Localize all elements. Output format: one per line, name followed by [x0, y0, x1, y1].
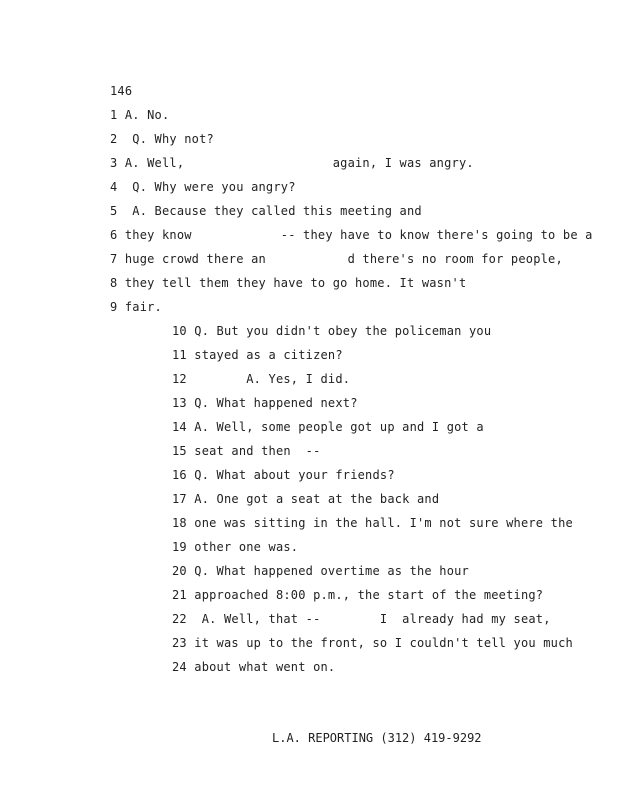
transcript-line: 17 A. One got a seat at the back and	[172, 492, 440, 506]
transcript-line: 22 A. Well, that -- I already had my seat,	[172, 612, 551, 626]
transcript-line: 8 they tell them they have to go home. It wasn't	[110, 276, 467, 290]
transcript-line: 14 A. Well, some people got up and I got a	[172, 420, 484, 434]
transcript-line: 18 one was sitting in the hall. I'm not sure where the	[172, 516, 573, 530]
transcript-line: 16 Q. What about your friends?	[172, 468, 395, 482]
transcript-line: 19 other one was.	[172, 540, 299, 554]
transcript-line: 23 it was up to the front, so I couldn't tell you much	[172, 636, 573, 650]
transcript-line: 21 approached 8:00 p.m., the start of the meeting?	[172, 588, 544, 602]
page-number: 146	[110, 84, 133, 98]
transcript-line: 13 Q. What happened next?	[172, 396, 358, 410]
transcript-line: 6 they know -- they have to know there's going to be a	[110, 228, 593, 242]
transcript-line: 2 Q. Why not?	[110, 132, 214, 146]
transcript-line: 11 stayed as a citizen?	[172, 348, 343, 362]
transcript-line: 15 seat and then --	[172, 444, 321, 458]
transcript-line: 1 A. No.	[110, 108, 170, 122]
transcript-line: 5 A. Because they called this meeting and	[110, 204, 422, 218]
transcript-line: 3 A. Well, again, I was angry.	[110, 156, 474, 170]
transcript-line: 9 fair.	[110, 300, 162, 314]
transcript-line: 10 Q. But you didn't obey the policeman you	[172, 324, 492, 338]
transcript-line: 12 A. Yes, I did.	[172, 372, 351, 386]
transcript-line: 7 huge crowd there an d there's no room for people,	[110, 252, 563, 266]
transcript-line: 24 about what went on.	[172, 660, 336, 674]
transcript-line: 20 Q. What happened overtime as the hour	[172, 564, 469, 578]
reporter-footer: L.A. REPORTING (312) 419-9292	[272, 731, 482, 745]
transcript-line: 4 Q. Why were you angry?	[110, 180, 296, 194]
